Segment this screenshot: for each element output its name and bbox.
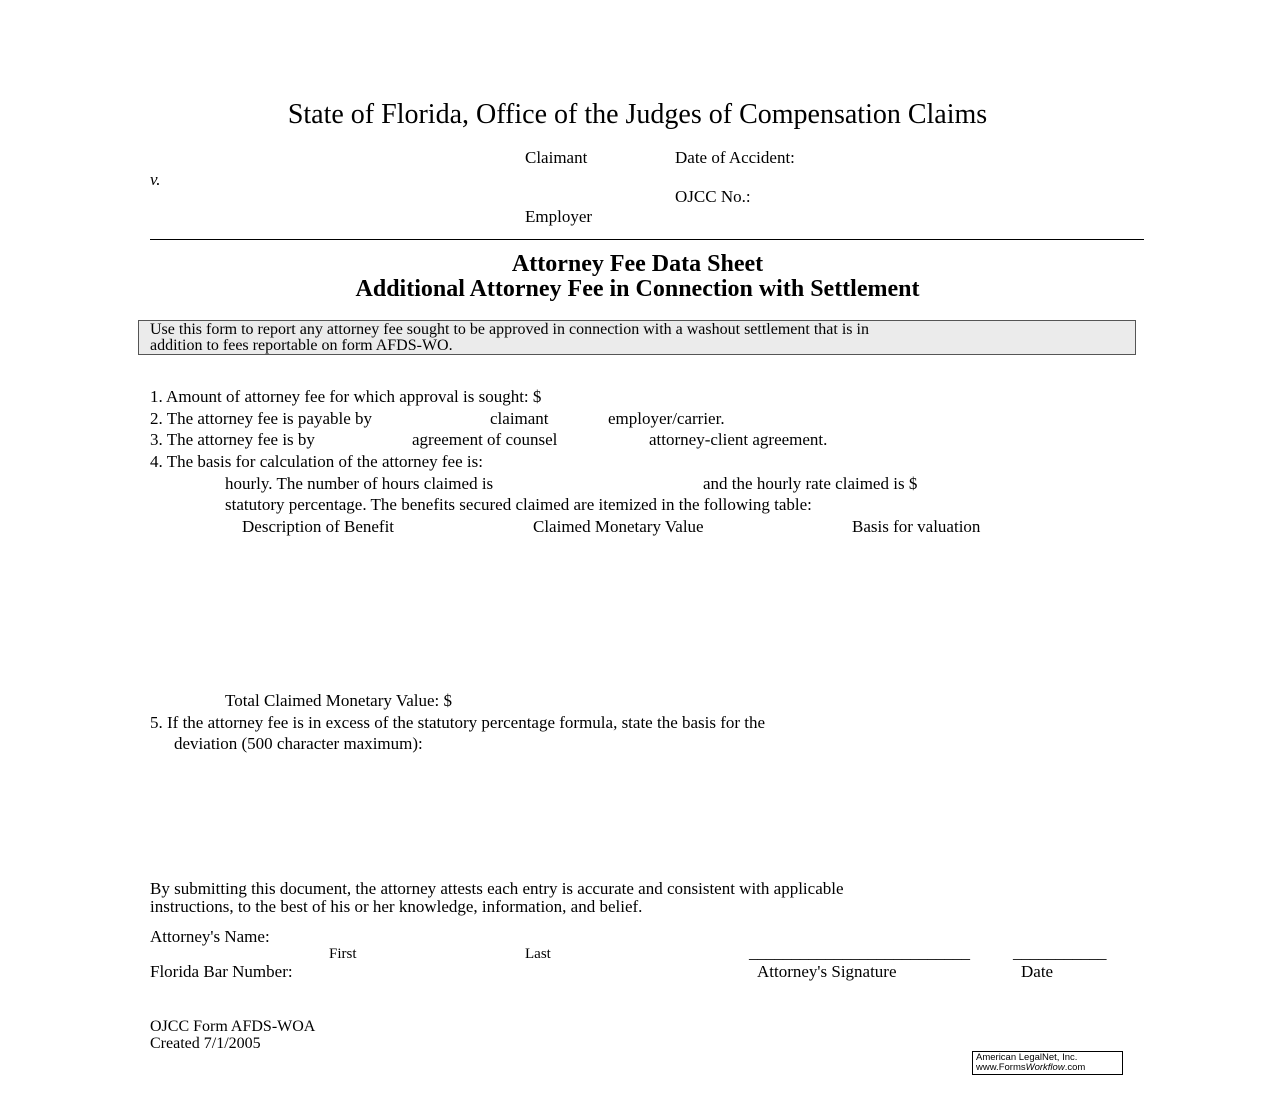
total-claimed-value-label: Total Claimed Monetary Value: $ [225,691,453,710]
florida-bar-number-label: Florida Bar Number: [150,962,293,981]
page-title: State of Florida, Office of the Judges of Compensation Claims [287,99,988,130]
table-header-basis: Basis for valuation [852,517,981,536]
form-subtitle: Additional Attorney Fee in Connection with Settlement [355,276,920,302]
instruction-notice [138,320,1136,355]
employer-label: Employer [525,207,593,226]
attorney-name-label: Attorney's Name: [150,927,270,946]
vendor-stamp [972,1051,1123,1075]
question-5-line-2: deviation (500 character maximum): [174,734,423,753]
q3-option-attorney-client[interactable]: attorney-client agreement. [649,430,828,449]
notice-line-2: addition to fees reportable on form AFDS-WO. [150,337,453,354]
claimant-label: Claimant [525,148,588,167]
question-5-line-1: 5. If the attorney fee is in excess of the statutory percentage formula, state the basis for the [150,713,766,732]
attestation-line-2: instructions, to the best of his or her knowledge, information, and belief. [150,897,643,916]
first-name-label: First [329,946,357,962]
signature-date-label: Date [1021,962,1054,981]
last-name-label: Last [525,946,551,962]
form-id: OJCC Form AFDS-WOA [150,1018,316,1035]
q4-hourly-option[interactable]: hourly. The number of hours claimed is [225,474,494,493]
q3-option-agreement-of-counsel[interactable]: agreement of counsel [412,430,558,449]
question-1: 1. Amount of attorney fee for which approval is sought: $ [150,387,542,406]
q4-hourly-rate-label: and the hourly rate claimed is $ [703,474,918,493]
question-2: 2. The attorney fee is payable by [150,409,373,428]
attorney-signature-label: Attorney's Signature [757,962,897,981]
q2-option-claimant[interactable]: claimant [490,409,549,428]
versus-label: v. [150,170,161,189]
table-header-monetary-value: Claimed Monetary Value [533,517,704,536]
question-3: 3. The attorney fee is by [150,430,315,449]
notice-line-1: Use this form to report any attorney fee sought to be approved in connection with a washout settlement that is in [150,321,869,338]
vendor-name: American LegalNet, Inc. [976,1052,1078,1063]
table-header-description: Description of Benefit [242,517,395,536]
signature-line: __________________________ [749,943,970,962]
form-title: Attorney Fee Data Sheet [511,251,764,277]
vendor-website: www.FormsWorkflow.com [976,1062,1086,1073]
attestation-line-1: By submitting this document, the attorney attests each entry is accurate and consistent with applicable [150,879,844,898]
date-of-accident-label: Date of Accident: [675,148,795,167]
header-divider [150,239,1144,240]
form-created-date: Created 7/1/2005 [150,1035,261,1052]
q4-statutory-option[interactable]: statutory percentage. The benefits secured claimed are itemized in the following table: [225,495,812,514]
question-4: 4. The basis for calculation of the attorney fee is: [150,452,483,471]
ojcc-number-label: OJCC No.: [675,187,751,206]
q2-option-employer-carrier[interactable]: employer/carrier. [608,409,725,428]
date-line: ___________ [1013,943,1107,962]
